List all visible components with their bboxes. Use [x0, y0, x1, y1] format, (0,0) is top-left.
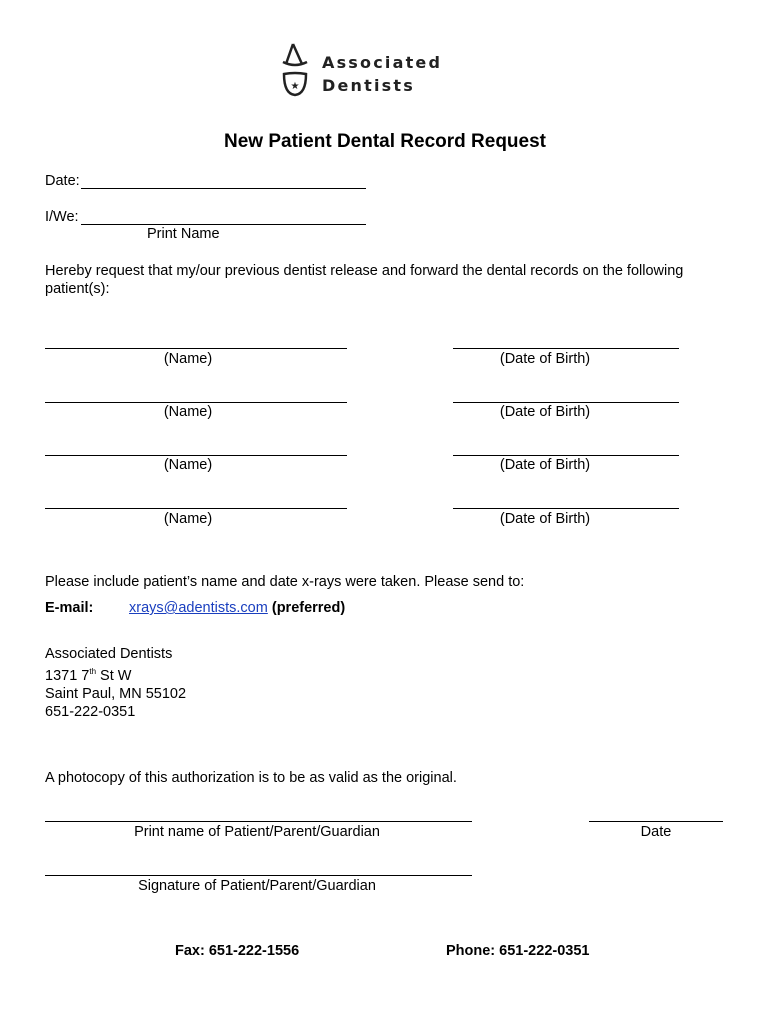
email-preferred-note: (preferred): [271, 600, 346, 616]
photocopy-note: A photocopy of this authorization is to be as valid as the original.: [45, 770, 457, 786]
patient-dob-line[interactable]: [453, 402, 679, 403]
date-label: Date:: [45, 173, 80, 189]
patient-dob-line[interactable]: [453, 348, 679, 349]
signature-caption: Signature of Patient/Parent/Guardian: [138, 878, 376, 894]
print-name-line[interactable]: [45, 821, 472, 822]
name-caption: (Name): [163, 457, 213, 473]
name-caption: (Name): [163, 351, 213, 367]
svg-text:★: ★: [290, 81, 300, 92]
page-title: New Patient Dental Record Request: [223, 131, 547, 152]
name-caption: (Name): [163, 404, 213, 420]
footer-fax: Fax: 651-222-1556: [175, 943, 300, 959]
logo-line-1: Associated: [322, 53, 443, 72]
address-block: [45, 645, 186, 721]
request-text: Hereby request that my/our previous dentist release and forward the dental records on the following patient(s):: [45, 263, 684, 297]
print-name-caption: Print Name: [147, 226, 220, 242]
dob-caption: (Date of Birth): [499, 457, 591, 473]
date-field-line[interactable]: [81, 188, 366, 189]
patient-dob-line[interactable]: [453, 508, 679, 509]
footer-phone: Phone: 651-222-0351: [446, 943, 590, 959]
dob-caption: (Date of Birth): [499, 511, 591, 527]
address-street: 1371 7th St W: [45, 667, 132, 684]
tooth-star-icon: [280, 42, 310, 98]
patient-name-line[interactable]: [45, 455, 347, 456]
address-city: Saint Paul, MN 55102: [45, 686, 187, 702]
address-phone: 651-222-0351: [45, 704, 136, 720]
address-name: Associated Dentists: [45, 646, 173, 662]
logo-line-2: Dentists: [322, 76, 415, 95]
signature-date-line[interactable]: [589, 821, 723, 822]
instructions-text: Please include patient’s name and date x-rays were taken. Please send to:: [45, 574, 525, 590]
dob-caption: (Date of Birth): [499, 351, 591, 367]
email-label: E-mail:: [45, 600, 94, 616]
email-line: [129, 600, 345, 616]
name-caption: (Name): [163, 511, 213, 527]
signature-line[interactable]: [45, 875, 472, 876]
patient-name-line[interactable]: [45, 348, 347, 349]
iwe-label: I/We:: [45, 209, 79, 225]
date-caption: Date: [640, 824, 672, 840]
patient-name-line[interactable]: [45, 508, 347, 509]
print-name-guardian-caption: Print name of Patient/Parent/Guardian: [134, 824, 380, 840]
patient-dob-line[interactable]: [453, 455, 679, 456]
patient-name-line[interactable]: [45, 402, 347, 403]
email-link[interactable]: xrays@adentists.com: [129, 600, 268, 616]
iwe-field-line[interactable]: [81, 224, 366, 225]
dob-caption: (Date of Birth): [499, 404, 591, 420]
